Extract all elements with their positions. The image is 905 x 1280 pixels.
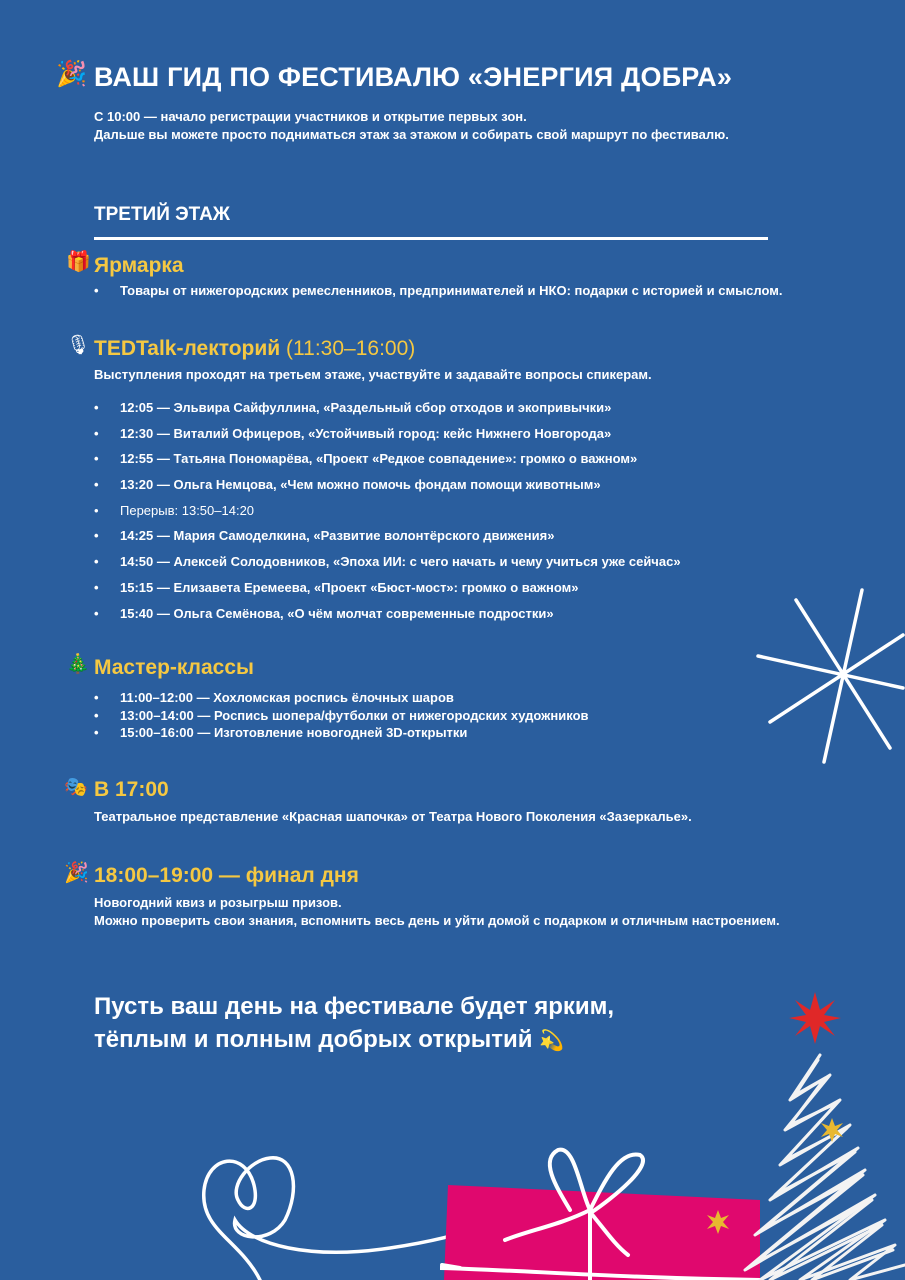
finale-line: Можно проверить свои знания, вспомнить весь день и уйти домой с подарком и отличным настроением. — [94, 913, 780, 928]
intro-line: С 10:00 — начало регистрации участников и открытие первых зон. — [94, 109, 527, 124]
dizzy-star-icon: 💫 — [539, 1030, 565, 1052]
fair-list — [94, 283, 783, 298]
talk-item: • 12:30 — Виталий Офицеров, «Устойчивый город: кейс Нижнего Новгорода» — [94, 425, 681, 451]
masterclass-item: • 13:00–14:00 — Роспись шопера/футболки от нижегородских художников — [94, 707, 589, 725]
closing-message — [94, 990, 614, 1058]
theatre-masks-icon: 🎭 — [64, 777, 88, 798]
floor-title: ТРЕТИЙ ЭТАЖ — [94, 204, 230, 225]
microphone-icon: 🎙 — [66, 335, 91, 356]
talk-item: • 12:05 — Эльвира Сайфуллина, «Раздельный сбор отходов и экопривычки» — [94, 399, 681, 425]
section-title-fair: Ярмарка — [94, 254, 184, 277]
christmas-tree-icon: 🎄 — [66, 654, 90, 675]
snowflake-icon — [740, 580, 905, 770]
tree-star — [789, 992, 841, 1044]
party-popper-icon: 🎉 — [64, 862, 89, 884]
talk-item: • 12:55 — Татьяна Пономарёва, «Проект «Редкое совпадение»: громко о важном» — [94, 450, 681, 476]
intro-line: Дальше вы можете просто подниматься этаж за этажом и собирать свой маршрут по фестивалю. — [94, 127, 729, 142]
break-item: • Перерыв: 13:50–14:20 — [94, 502, 681, 528]
closing-line: Пусть ваш день на фестивале будет ярким, — [94, 993, 615, 1020]
masterclass-list — [94, 689, 589, 742]
talk-item: • 15:15 — Елизавета Еремеева, «Проект «Бюст-мост»: громко о важном» — [94, 579, 681, 605]
intro-text — [94, 108, 729, 144]
talk-item: • 13:20 — Ольга Немцова, «Чем можно помочь фондам помощи животным» — [94, 476, 681, 502]
section-title-finale: 18:00–19:00 — финал дня — [94, 864, 359, 887]
masterclass-item: • 15:00–16:00 — Изготовление новогодней 3D-открытки — [94, 724, 589, 742]
talk-item: • 15:40 — Ольга Семёнова, «О чём молчат современные подростки» — [94, 605, 681, 631]
list-item: • Товары от нижегородских ремесленников, предпринимателей и НКО: подарки с историей и смыслом. — [94, 283, 783, 298]
gift-icon: 🎁 — [66, 251, 91, 273]
section-title-tedtalk — [94, 337, 415, 361]
talk-item: • 14:25 — Мария Самоделкина, «Развитие волонтёрского движения» — [94, 527, 681, 553]
talk-item: • 14:50 — Алексей Солодовников, «Эпоха ИИ: с чего начать и чему учиться уже сейчас» — [94, 553, 681, 579]
section-title-masterclasses: Мастер-классы — [94, 656, 254, 679]
finale-line: Новогодний квиз и розыгрыш призов. — [94, 895, 342, 910]
closing-line-text: тёплым и полным добрых открытий — [94, 1026, 533, 1053]
tedtalk-title: TEDTalk-лекторий — [94, 337, 281, 360]
closing-line — [94, 1023, 614, 1058]
floor-divider — [94, 237, 768, 240]
section-title-theatre: В 17:00 — [94, 778, 169, 801]
gold-ornament — [707, 1210, 729, 1234]
tedtalk-time: (11:30–16:00) — [286, 337, 416, 360]
finale-description — [94, 894, 780, 930]
theatre-description: Театральное представление «Красная шапочка» от Театра Нового Поколения «Зазеркалье». — [94, 809, 692, 824]
party-popper-icon: 🎉 — [56, 60, 88, 88]
masterclass-item: • 11:00–12:00 — Хохломская роспись ёлочных шаров — [94, 689, 589, 707]
christmas-tree-doodle — [700, 990, 905, 1280]
page-title: ВАШ ГИД ПО ФЕСТИВАЛЮ «ЭНЕРГИЯ ДОБРА» — [94, 62, 733, 92]
tedtalk-description: Выступления проходят на третьем этаже, участвуйте и задавайте вопросы спикерам. — [94, 367, 652, 382]
tedtalk-schedule — [94, 399, 681, 630]
